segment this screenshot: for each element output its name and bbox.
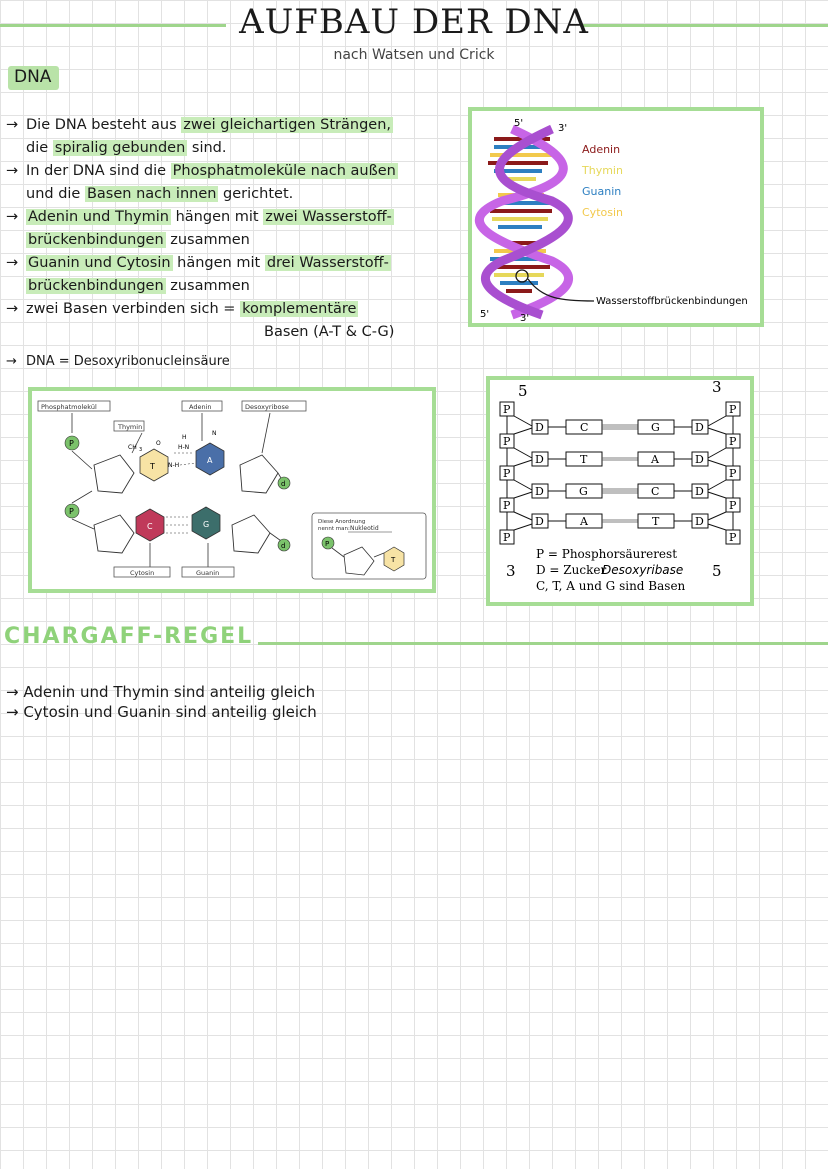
atom-ch: CH xyxy=(128,444,137,451)
note-highlight: komplementäre xyxy=(242,301,357,317)
atom-hn: H-N xyxy=(178,444,190,451)
atom-p: P xyxy=(69,507,74,516)
chargaff-rule-line xyxy=(258,642,828,645)
atom-o: O xyxy=(156,440,161,447)
note-highlight: Adenin und Thymin xyxy=(28,209,169,225)
svg-text:G: G xyxy=(651,421,660,434)
note-text: die xyxy=(26,140,53,156)
note-complementary-bases: Basen (A-T & C-G) xyxy=(264,324,395,340)
base-a: A xyxy=(207,456,213,465)
hbond-label: Wasserstoffbrückenbindungen xyxy=(596,296,748,307)
section-label-dna: DNA xyxy=(8,66,59,90)
left-phosphate-column xyxy=(500,402,514,544)
note-text: zusammen xyxy=(165,278,250,294)
helix-diagram xyxy=(472,111,760,323)
svg-text:T: T xyxy=(580,453,588,466)
atom-n: N xyxy=(212,430,217,437)
right-phosphate-column xyxy=(726,402,740,544)
note-item xyxy=(6,298,446,321)
label-phosphat: Phosphatmolekül xyxy=(41,403,97,411)
svg-text:P: P xyxy=(503,467,511,480)
chargaff-line-1: → Adenin und Thymin sind anteilig gleich xyxy=(6,683,316,701)
arrow-icon: → xyxy=(6,354,17,369)
note-highlight: zwei gleichartigen Strängen, xyxy=(183,117,391,133)
chargaff-line-2: → Cytosin und Guanin sind anteilig gleich xyxy=(6,703,317,721)
base-c: C xyxy=(147,522,153,531)
svg-text:P: P xyxy=(503,499,511,512)
note-text: sind. xyxy=(187,140,227,156)
legend-p-line: P = Phosphorsäurerest xyxy=(536,547,678,561)
note-item xyxy=(6,252,446,298)
nucleotide-answer: Nukleotid xyxy=(350,525,379,532)
label-thymin: Thymin xyxy=(118,423,143,431)
legend-thymin: Thymin xyxy=(582,164,623,177)
legend-adenin: Adenin xyxy=(582,143,621,156)
svg-text:P: P xyxy=(729,499,737,512)
arrow-icon: → xyxy=(6,117,19,133)
atom-d: d xyxy=(281,542,286,550)
ladder-row xyxy=(514,512,726,530)
svg-text:D: D xyxy=(535,515,544,528)
note-item xyxy=(6,114,446,160)
note-highlight: drei Wasserstoff- xyxy=(266,255,389,271)
legend-guanin: Guanin xyxy=(582,185,622,198)
sugar-pentagon xyxy=(240,455,278,493)
page-title: AUFBAU DER DNA xyxy=(239,2,589,42)
svg-text:D: D xyxy=(695,515,704,528)
legend-cytosin: Cytosin xyxy=(582,206,623,219)
note-text: und die xyxy=(26,186,85,202)
note-text: gerichtet. xyxy=(218,186,294,202)
atom-3: 3 xyxy=(139,447,143,453)
note-item-dna-definition xyxy=(6,350,446,373)
note-text: hängen mit xyxy=(172,255,265,271)
label-adenin: Adenin xyxy=(189,403,212,411)
note-text: DNA = Desoxyribonucleinsäure xyxy=(26,354,230,369)
atom-p: P xyxy=(69,439,74,448)
svg-text:C: C xyxy=(651,485,660,498)
note-highlight: brückenbindungen xyxy=(28,278,164,294)
ladder-label-3-top: 3 xyxy=(712,380,722,396)
dna-notes xyxy=(6,114,446,373)
note-text: hängen mit xyxy=(170,209,264,225)
nucleotide-line1: Diese Anordnung xyxy=(318,519,366,525)
atom-nh: N-H xyxy=(168,462,180,469)
note-text: zwei Basen verbinden sich = xyxy=(26,301,241,317)
sugar-pentagon xyxy=(232,515,270,553)
note-highlight: spiralig gebunden xyxy=(54,140,186,156)
helix-diagram-box xyxy=(468,107,764,327)
note-highlight: Phosphatmoleküle nach außen xyxy=(172,163,396,179)
ladder-diagram-box xyxy=(486,376,754,606)
label-desoxyribose: Desoxyribose xyxy=(245,403,289,411)
note-text: In der DNA sind die xyxy=(26,163,171,179)
helix-label-3-bottom: 3' xyxy=(520,313,530,323)
helix-label-5-top: 5' xyxy=(514,118,524,129)
svg-text:D: D xyxy=(535,453,544,466)
svg-text:P: P xyxy=(729,467,737,480)
svg-text:A: A xyxy=(580,515,588,528)
svg-text:P: P xyxy=(503,403,511,416)
pointer-line xyxy=(262,413,270,453)
svg-text:A: A xyxy=(651,453,659,466)
ladder-row xyxy=(514,448,726,466)
chargaff-title: CHARGAFF-REGEL xyxy=(4,624,254,649)
base-g: G xyxy=(203,520,210,529)
arrow-icon: → xyxy=(6,255,19,271)
svg-text:P: P xyxy=(729,531,737,544)
svg-text:D: D xyxy=(695,421,704,434)
nucleotide-p: P xyxy=(325,540,330,548)
nucleotide-line2: nennt man: xyxy=(318,526,350,532)
ladder-label-5-top: 5 xyxy=(518,382,528,400)
svg-text:P: P xyxy=(503,435,511,448)
note-text: Die DNA besteht aus xyxy=(26,117,182,133)
svg-text:G: G xyxy=(579,485,588,498)
note-highlight: zwei Wasserstoff- xyxy=(265,209,392,225)
svg-text:D: D xyxy=(695,485,704,498)
svg-text:P: P xyxy=(729,403,737,416)
legend-d-line-hand: Desoxyribase xyxy=(602,563,684,577)
note-item xyxy=(6,160,446,206)
note-highlight: Basen nach innen xyxy=(86,186,217,202)
page-subtitle: nach Watsen und Crick xyxy=(333,47,495,63)
ladder-label-3-bottom: 3 xyxy=(506,562,516,580)
legend-d-line-prefix: D = Zucker xyxy=(536,563,607,577)
label-cytosin: Cytosin xyxy=(130,569,155,577)
ladder-row xyxy=(514,416,726,434)
svg-text:D: D xyxy=(535,485,544,498)
note-highlight: brückenbindungen xyxy=(28,232,164,248)
legend-bases-line: C, T, A und G sind Basen xyxy=(536,579,686,593)
hydrogen-bond xyxy=(180,463,196,465)
helix-label-5-bottom: 5' xyxy=(480,309,490,320)
note-item xyxy=(6,206,446,252)
note-text: zusammen xyxy=(165,232,250,248)
note-highlight: Guanin und Cytosin xyxy=(28,255,171,271)
molecule-diagram-box xyxy=(28,387,436,593)
ladder-label-5-bottom: 5 xyxy=(712,562,722,580)
svg-text:D: D xyxy=(695,453,704,466)
atom-h: H xyxy=(182,434,187,441)
arrow-icon: → xyxy=(6,301,19,317)
sugar-pentagon xyxy=(94,515,134,553)
chargaff-notes xyxy=(6,682,317,722)
helix-label-3-top: 3' xyxy=(558,123,568,134)
svg-text:T: T xyxy=(652,515,660,528)
atom-d: d xyxy=(281,480,286,488)
base-t: T xyxy=(150,462,155,471)
arrow-icon: → xyxy=(6,163,19,179)
ladder-diagram xyxy=(490,380,750,602)
svg-text:D: D xyxy=(535,421,544,434)
svg-text:P: P xyxy=(503,531,511,544)
arrow-icon: → xyxy=(6,209,19,225)
sugar-pentagon xyxy=(94,455,134,493)
nucleotide-t: T xyxy=(391,556,396,564)
svg-text:C: C xyxy=(580,421,589,434)
ladder-row xyxy=(514,480,726,498)
label-guanin: Guanin xyxy=(196,569,220,577)
svg-text:P: P xyxy=(729,435,737,448)
molecule-diagram xyxy=(32,391,432,589)
